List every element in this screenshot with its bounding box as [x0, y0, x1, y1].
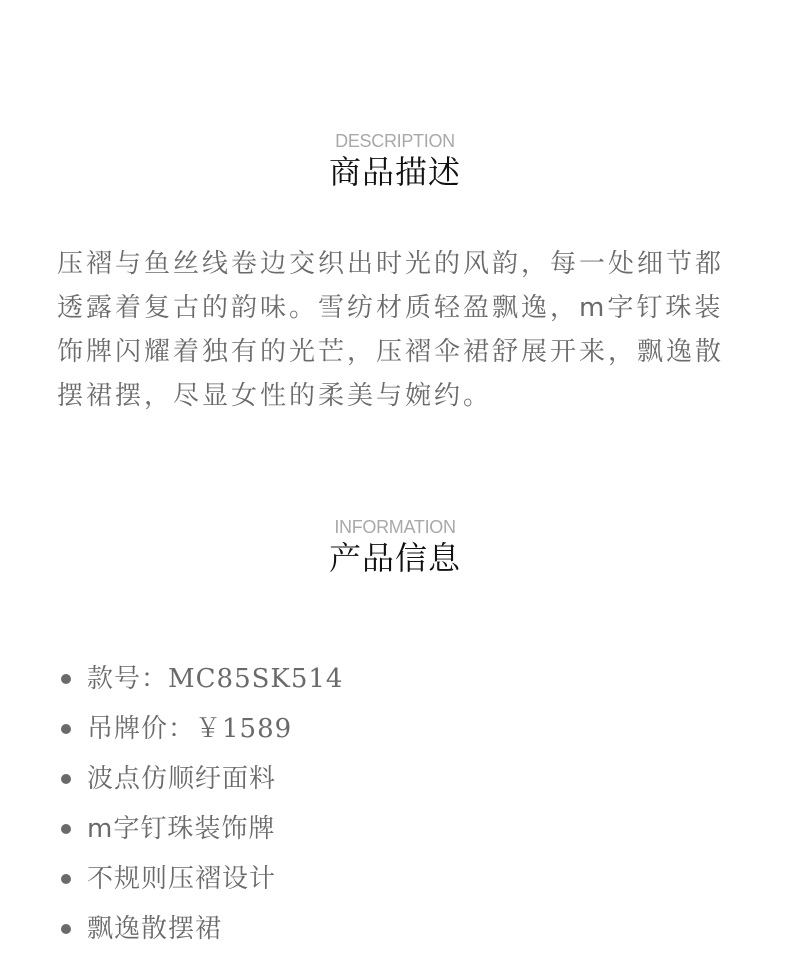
information-header: [0, 516, 790, 578]
info-item-value: MC85SK514: [168, 664, 344, 694]
bullet-icon: [61, 724, 71, 734]
bullet-icon: [61, 874, 71, 884]
info-item-tag-price: [58, 704, 343, 754]
info-item-skirt-hem: [58, 904, 343, 954]
product-description-text: 压褶与鱼丝线卷边交织出时光的风韵，每一处细节都透露着复古的韵味。雪纺材质轻盈飘逸，m字钉珠装饰牌闪耀着独有的光芒，压褶伞裙舒展开来，飘逸散摆裙摆，尽显女性的柔美与婉约。: [57, 249, 725, 411]
info-item-style-number: [58, 654, 343, 704]
product-info-list: [58, 654, 343, 954]
info-item-decoration: [58, 804, 343, 854]
info-item-label: 飘逸散摆裙: [87, 914, 223, 944]
description-title: 商品描述: [328, 153, 461, 191]
information-label-en: INFORMATION: [334, 517, 456, 537]
bullet-icon: [61, 924, 71, 934]
info-item-pleat-design: [58, 854, 343, 904]
bullet-icon: [61, 674, 71, 684]
info-item-value: ￥1589: [195, 714, 293, 744]
information-title: 产品信息: [328, 539, 461, 577]
info-item-label: m字钉珠装饰牌: [87, 814, 276, 844]
description-label-en: DESCRIPTION: [335, 131, 455, 151]
info-item-label: 不规则压褶设计: [87, 864, 277, 894]
info-item-fabric: [58, 754, 343, 804]
info-item-label: 吊牌价：: [87, 714, 196, 744]
info-item-label: 波点仿顺纡面料: [87, 764, 277, 794]
bullet-icon: [61, 824, 71, 834]
info-item-label: 款号：: [87, 664, 169, 694]
description-header: [0, 130, 790, 192]
bullet-icon: [61, 774, 71, 784]
